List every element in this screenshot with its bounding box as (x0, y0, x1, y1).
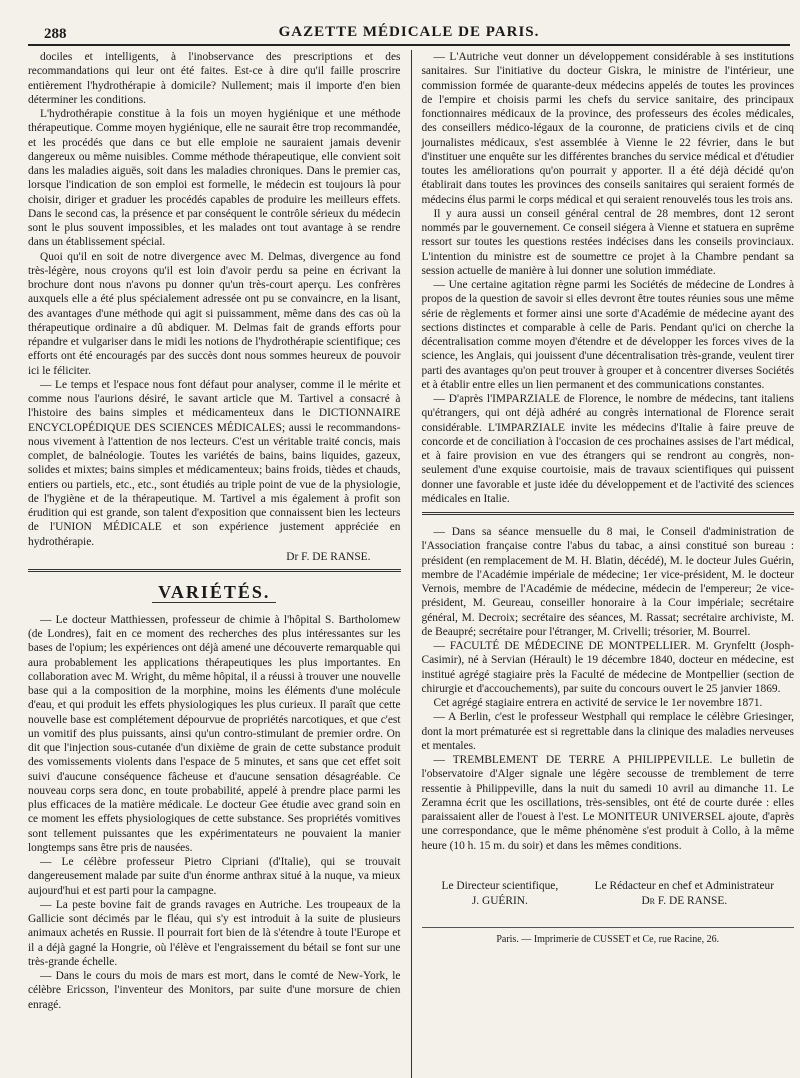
varietes-item: — La peste bovine fait de grands ravages en Autriche. Les troupeaux de la Gallicie sont décimés par le fléau, qui s'y est introduit à la suite de plusieurs animaux achetés en Russie. Il pourrait fort bien de là s'étendre à toute l'Europe et il a déjà gagné la Hongrie, où l'élève et l'engraissement du bétail se font sur une très-grande échelle. (28, 898, 401, 968)
columns (28, 50, 794, 1078)
right-column (412, 50, 795, 1078)
news-item: — L'Autriche veut donner un développement considérable à ses institutions sanitaires. Sur l'initiative du docteur Giskra, le ministre de l'intérieur, une commission formée de quarante-deux médecins appelés de toutes les provinces de l'empire et choisis parmi les chefs du service sanitaire, des principaux fonctionnaires médicaux de la province, des professeurs des écoles médicales, des conseillers médico-légaux de la couronne, de praticiens civils et de cinq journalistes médicaux, s'est assemblée à Vienne le 22 février, dans le but d'instituer une enquête sur les différentes branches du service médical et d'étudier toutes les améliorations qu'on pourrait y apporter. Il a été déjà décidé qu'on établirait dans toutes les provinces des conseils sanitaires qui seraient formés de médecins élus parmi le corps médical et qui seraient renouvelés tous les trois ans. (421, 51, 794, 206)
director-title: Le Directeur scientifique, (441, 879, 559, 892)
section-divider (28, 569, 401, 572)
varietes-item: — Le docteur Matthiessen, professeur de chimie à l'hôpital S. Bartholomew (de Londres), fait en ce moment des recherches des plus intéressantes sur les bases de l'opium; les expériences ont déjà amené une découverte remarquable qui aura probablement les applications thérapeutiques les plus importantes. En collaboration avec M. Wright, du même hôpital, il a réussi à trouver une nouvelle base qui a la composition de la morphine, moins les éléments d'une molécule d'eau, et qui produit les effets physiologiques les plus curieux. Il paraît que cette nouvelle base est complétement dépourvue de propriétés narcotiques, et que c'est un vomitif des plus puissants, ainsi qu'un contro-stimulant de premier ordre. On dit que l'injection sous-cutanée d'un dixième de grain de cette substance produit des vomissements violents dans l'espace de 5 minutes, et sans que cet effet soit suivi d'aucune conséquence fâcheuse et d'aucune sensation désagréable. Ce nouveau corps sera donc, en toute probabilité, appelé à prendre place parmi les plus efficaces de la matière médicale. Le docteur Gee étudie avec grand soin en ce moment les effets physiologiques de cette substance. Ses propriétés vomitives sont tellement puissantes que les expérimentateurs ne pouvaient la manier longtemps sans être pris de nausées. (28, 613, 401, 854)
news-item: — TREMBLEMENT DE TERRE A PHILIPPEVILLE. Le bulletin de l'observatoire d'Alger signale une légère secousse de tremblement de terre ressentie à Philippeville, dans la nuit du samedi 10 avril au dimanche 11. Le Zeramna écrit que les oscillations, très-sensibles, ont été de courte durée : elles paraissaient aller de l'ouest à l'est. Le MONITEUR UNIVERSEL ajoute, d'après une correspondance, que le même phénomène s'est produit à Collo, à la même heure (10 h. 15 m. du soir) et dans les mêmes conditions. (421, 754, 794, 852)
news-item: — Une certaine agitation règne parmi les Sociétés de médecine de Londres à propos de la question de savoir si elles devront être toutes réunies sous une même série de règlements et former ainsi une sorte d'Académie de médecine ayant des sections distinctes et comparable à celle de Paris. Pendant qu'ici on cherche la décentralisation comme moyen d'étendre et de développer les forces vives de la science, les Anglais, qui jouissent d'une décentralisation très-grande, veulent tirer parti des avantages qu'on peut trouver à grouper et à concentrer diverses Sociétés et à établir entre elles un lien permanent et des communications constantes. (421, 279, 794, 391)
section-divider (422, 512, 795, 515)
section-title (28, 582, 401, 603)
news-item: Cet agrégé stagiaire entrera en activité de service le 1er novembre 1871. (433, 697, 763, 709)
printer-imprint: Paris. — Imprimerie de CUSSET et Ce, rue Racine, 26. (422, 927, 795, 945)
news-item: — Dans sa séance mensuelle du 8 mai, le Conseil d'administration de l'Association française contre l'abus du tabac, a ainsi constitué son bureau : président (en remplacement de M. H. Blatin, décédé), M. le docteur Jules Guérin, membre de l'Académie impériale de médecine; 1er vice-président, M. le docteur Vernois, membre de l'Académie de médecine, médecin de l'empereur; 2e vice-président, M. Geureau, conseiller honoraire à la Cour impériale; secrétaire général, M. Decroix; secrétaire des séances, M. Rassat; secrétaire archiviste, M. de Beaupré; secrétaire pour l'étranger, M. Crivelli; trésorier, M. Bourrel. (421, 526, 794, 638)
paragraph: — Le temps et l'espace nous font défaut pour analyser, comme il le mérite et comme nous l'aurions désiré, le savant article que M. Tartivel a consacré à l'histoire des bains simples et médicamenteux dans le DICTIONNAIRE ENCYCLOPÉDIQUE DES SCIENCES MÉDICALES; aussi le recommandons-nous vivement à l'attention de nos lecteurs. C'est un véritable traité concis, mais complet, de balnéologie. Toutes les variétés de bains, bains liquides, gazeux, solides et mixtes; bains simples et médicamenteux; bains froids, tièdes et chauds, entiers ou partiels, etc., etc., sont étudiés au triple point de vue de la physiologie, de l'hygiène et de la thérapeutique. M. Tartivel a mis également à profit son érudition qui est grande, son talent d'exposition que connaissent bien les lecteurs de l'UNION MÉDICALE et son expérience justement appréciée en hydrothérapie. (28, 378, 401, 548)
editor-title: Le Rédacteur en chef et Administrateur (594, 879, 774, 892)
varietes-heading: VARIÉTÉS. (152, 582, 276, 603)
paragraph: dociles et intelligents, à l'inobservance des prescriptions et des recommandations qui leur ont été faites. Est-ce à dire qu'il faille proscrire entièrement l'hydrothérapie à domicile? Nullement; mais il importe d'en bien déterminer les conditions. (28, 51, 401, 106)
paragraph: Quoi qu'il en soit de notre divergence avec M. Delmas, divergence au fond très-légère, nous croyons qu'il est loin d'avoir perdu sa peine en écrivant la brochure dont nous n'avons pu donner qu'un très-court aperçu. Les confrères auxquels elle a été plus spécialement adressée ont pu se convaincre, en la lisant, des avantages d'une méthode qui agit si puissamment, même dans des cas où la thérapeutique ordinaire a dû abdiquer. M. Delmas fait de grands efforts pour répandre et vulgariser dans le midi les notions de l'hydrothérapie scientifique; ces efforts ont été encouragés par des succès dont nous sommes heureux de pouvoir ici le féliciter. (28, 250, 401, 377)
paragraph: L'hydrothérapie constitue à la fois un moyen hygiénique et une méthode thérapeutique. Comme moyen hygiénique, elle ne saurait être trop recommandée, et les procédés que dans ce but elle emploie ne sauraient jamais devenir dangereux ou même nuisibles. Comme méthode thérapeutique, elle convient soit dans les maladies aiguës, soit dans les maladies chroniques. Dans le premier cas, lorsque l'indication de son emploi est formelle, le médecin est toujours là pour choisir, diriger et graduer les procédés capables de produire les meilleurs effets. Dans le second cas, la présence et par conséquent le contrôle sérieux du médecin sont le plus souvent impossibles, et les malades ont tout avantage à se rendre dans un établissement spécial. (28, 108, 401, 249)
editor-name: Dr F. DE RANSE. (641, 894, 728, 907)
news-item: Il y aura aussi un conseil général central de 28 membres, dont 12 seront nommés par le gouvernement. Ce conseil siégera à Vienne et statuera en suprême ressort sur toutes les questions restées indécises dans les conseils provinciaux. L'intention du ministre est de soumettre ce projet à la Chambre pendant sa session actuelle de manière à lui donner une solution immédiate. (421, 207, 794, 277)
left-column (28, 50, 412, 1078)
director-name: J. GUÉRIN. (471, 894, 528, 907)
varietes-item: — Dans le cours du mois de mars est mort, dans le comté de New-York, le célèbre Ericsson, l'inventeur des Monitors, par suite d'une morsure de chien enragé. (28, 970, 401, 1011)
news-item: — FACULTÉ DE MÉDECINE DE MONTPELLIER. M. Grynfeltt (Josph-Casimir), né à Servian (Hérault) le 19 décembre 1840, docteur en médecine, est institué agrégé stagiaire près la Faculté de médecine de Montpellier (section de chirurgie et d'accouchements), par suite du concours ouvert le 25 janvier 1869. (421, 640, 794, 695)
news-item: — D'après l'IMPARZIALE de Florence, le nombre de médecins, tant italiens qu'étrangers, qui ont déjà adhéré au congrès international de Florence serait considérable. L'IMPARZIALE invite les médecins d'Italie à faire preuve de concorde et de conciliation à l'occasion de ces prochaines assises de l'art médical, et à faire provision en vue des étrangers qui se rendront au congrès, non-seulement d'une exquise courtoisie, mais de travaux scientifiques qui puissent donner une favorable et juste idée du développement et de l'activité des sciences médicales en Italie. (421, 393, 794, 505)
varietes-item: — Le célèbre professeur Pietro Cipriani (d'Italie), qui se trouvait dangereusement malade par suite d'un énorme anthrax situé à la nuque, va mieux aujourd'hui et est parti pour la campagne. (28, 856, 401, 897)
masthead-title: GAZETTE MÉDICALE DE PARIS. (278, 24, 540, 40)
editor-signatures (422, 879, 795, 909)
news-item: — A Berlin, c'est le professeur Westphall qui remplace le célèbre Griesinger, dont la mort prématurée est si regrettable dans la clinique des maladies nerveuses et mentales. (421, 711, 794, 752)
director-signature (442, 879, 559, 909)
editor-signature (595, 879, 774, 909)
author-signature: Dr F. DE RANSE. (286, 550, 371, 563)
page-number: 288 (44, 26, 67, 42)
page-header (28, 18, 790, 46)
